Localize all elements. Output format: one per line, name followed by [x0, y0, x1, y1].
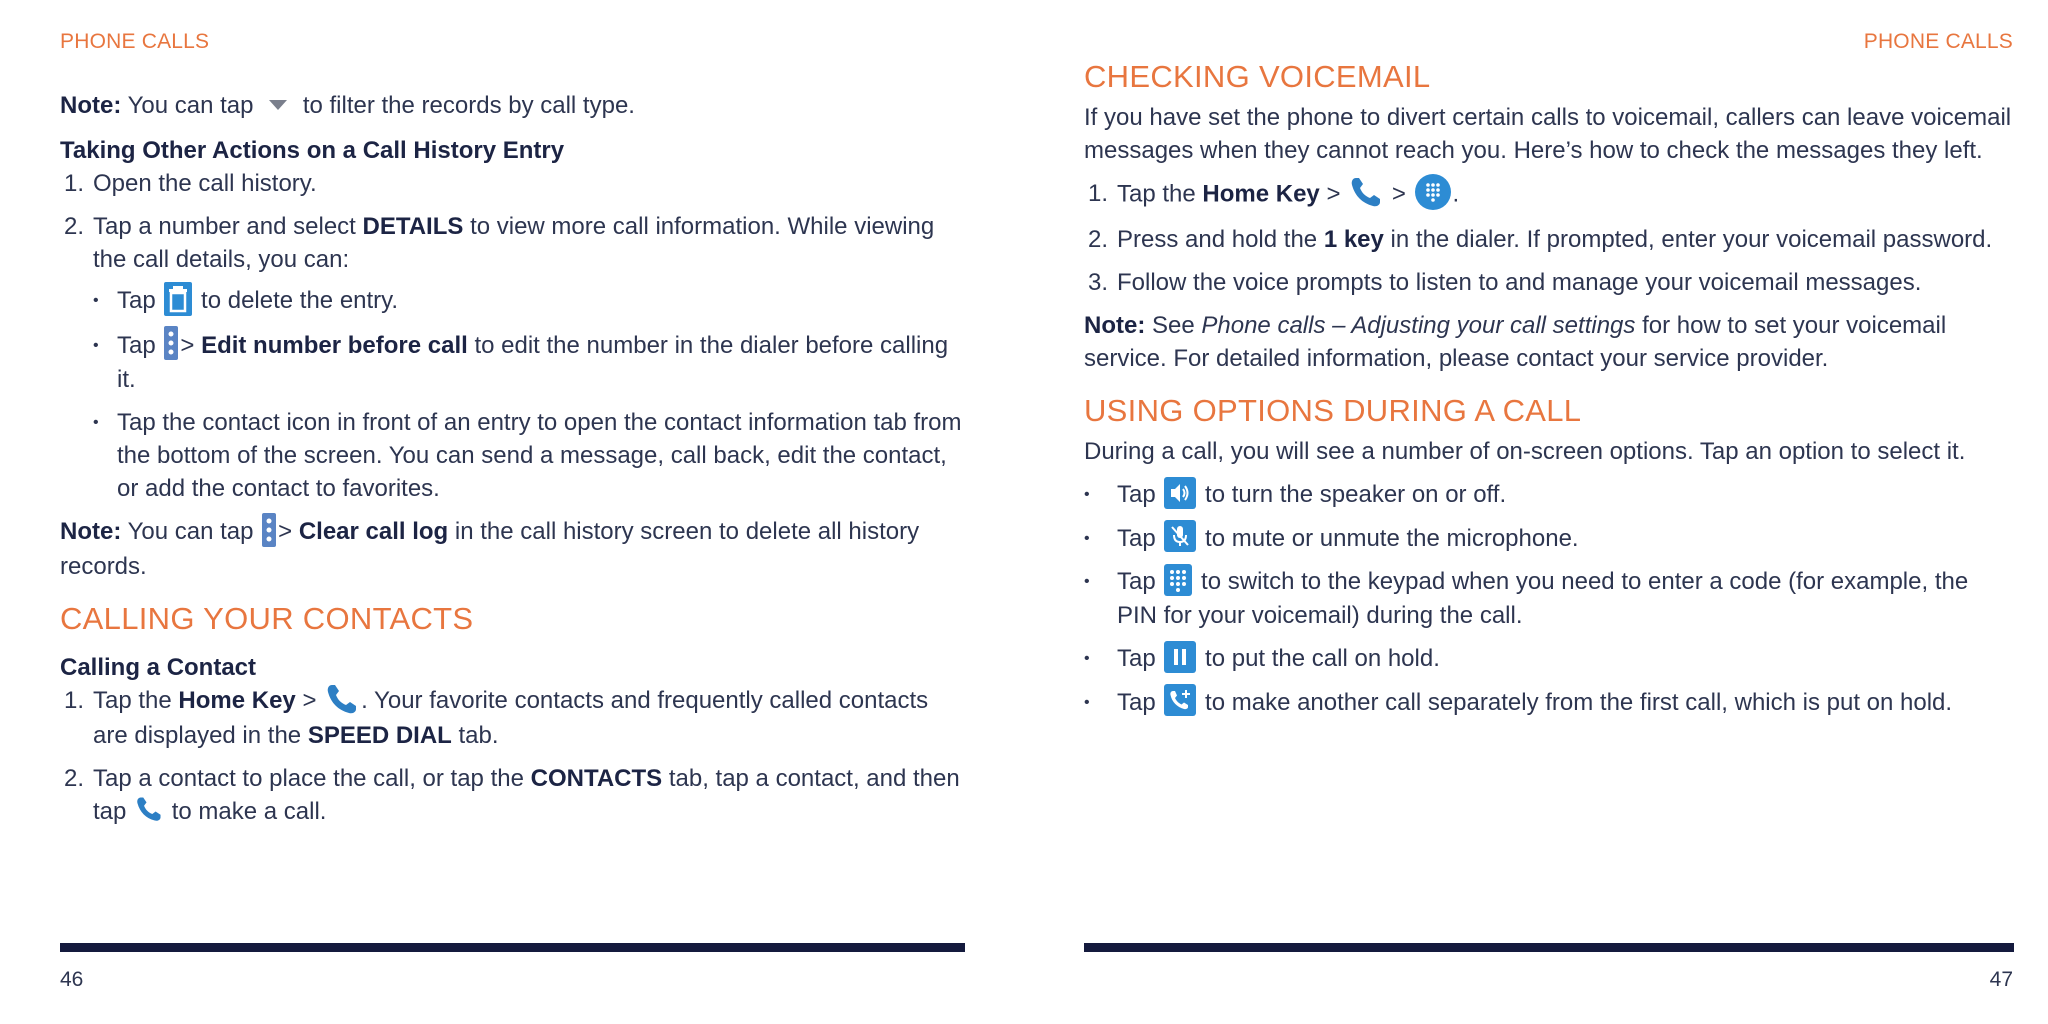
phone-app-icon — [1349, 175, 1383, 209]
note-filter — [60, 89, 965, 122]
note-label: Note: — [60, 92, 122, 119]
step-number: 2. — [64, 764, 85, 792]
bullet: • — [1084, 529, 1090, 547]
details-options — [93, 284, 965, 505]
separator: > — [180, 331, 195, 359]
voicemail-intro: If you have set the phone to divert certain calls to voicemail, callers can leave voicemail messages when they cannot reach you. Here’s how to check the messages they left. — [1084, 104, 2012, 164]
right-page — [1024, 0, 2048, 1024]
step-number: 2. — [64, 213, 85, 240]
bullet-text: Tap — [1117, 568, 1156, 596]
note-text: See — [1152, 312, 1195, 339]
note-text: to filter the records by call type. — [302, 92, 635, 119]
step-emphasis: Home Key — [178, 686, 296, 714]
bullet: • — [93, 414, 99, 432]
list-item — [60, 167, 965, 200]
step-emphasis: SPEED DIAL — [307, 721, 452, 749]
list-item — [93, 284, 965, 319]
step-text: to make a call. — [171, 797, 327, 825]
bullet-text: to turn the speaker on or off. — [1205, 481, 1507, 508]
note-text: You can tap — [127, 518, 254, 546]
separator: > — [1391, 180, 1406, 208]
note-label: Note: — [1084, 312, 1146, 339]
section-checking-voicemail: CHECKING VOICEMAIL — [1084, 59, 1431, 94]
hold-icon — [1164, 641, 1196, 673]
section-calling-contacts: CALLING YOUR CONTACTS — [60, 600, 474, 636]
list-item — [1084, 266, 2014, 299]
list-item — [60, 210, 965, 505]
bullet-text: to delete the entry. — [201, 287, 399, 314]
note-call-settings — [1084, 309, 2014, 375]
step-emphasis: DETAILS — [362, 213, 464, 240]
footer-rule — [1084, 943, 2014, 952]
calling-steps — [60, 684, 965, 828]
list-item — [1084, 686, 2014, 720]
bullet-text: to edit the number in the dialer before calling it. — [117, 331, 949, 394]
step-number: 3. — [1088, 269, 1109, 296]
note-emphasis: Clear call log — [298, 518, 449, 546]
footer-rule — [60, 943, 965, 952]
step-emphasis: Home Key — [1202, 180, 1320, 208]
separator: > — [1326, 180, 1341, 208]
bullet-emphasis: Edit number before call — [201, 331, 468, 359]
step-text: Follow the voice prompts to listen to and manage your voicemail messages. — [1117, 269, 1922, 296]
mute-mic-icon — [1164, 520, 1196, 552]
cross-reference: Phone calls – Adjusting your call settings — [1201, 312, 1636, 339]
in-call-options — [1084, 478, 2014, 719]
more-options-icon — [164, 326, 178, 360]
bullet-text: to mute or unmute the microphone. — [1205, 524, 1579, 552]
note-clear-log — [60, 515, 965, 583]
list-item — [1084, 642, 2014, 676]
bullet-text: Tap — [1117, 481, 1156, 508]
bullet: • — [93, 292, 99, 309]
step-text: Tap a contact to place the call, or tap the — [93, 764, 524, 792]
separator: > — [278, 518, 293, 546]
call-icon — [135, 795, 163, 823]
step-text: tab, tap a contact, and then tap — [93, 764, 960, 825]
list-item — [1084, 565, 2014, 632]
step-number: 1. — [64, 170, 85, 197]
step-text: Press and hold the — [1117, 226, 1318, 253]
list-item — [93, 406, 965, 505]
running-head: PHONE CALLS — [1863, 30, 2013, 53]
step-text: to view more call information. While viewing the call details, you can: — [93, 213, 935, 273]
note-text: in the call history screen to delete all history records. — [60, 518, 920, 580]
right-content — [1084, 57, 2014, 729]
bullet-text: to make another call separately from the first call, which is put on hold. — [1205, 688, 1953, 716]
separator: > — [302, 686, 317, 714]
step-text: Tap the — [1117, 180, 1196, 208]
step-number: 1. — [1088, 180, 1109, 207]
list-item — [1084, 223, 2014, 256]
bullet-text: to switch to the keypad when you need to enter a code (for example, the PIN for your voicemail) during the call. — [1117, 568, 1969, 629]
bullet: • — [1084, 573, 1090, 591]
bullet: • — [1084, 486, 1090, 503]
step-text: tab. — [458, 721, 499, 749]
list-item — [1084, 177, 2014, 213]
bullet-text: Tap — [117, 331, 156, 359]
list-item — [1084, 478, 2014, 512]
step-text: Open the call history. — [93, 170, 317, 197]
step-text: Tap a number and select — [93, 213, 356, 240]
actions-steps — [60, 167, 965, 505]
step-emphasis: CONTACTS — [530, 764, 663, 792]
page-number: 46 — [60, 968, 84, 991]
options-intro: During a call, you will see a number of on-screen options. Tap an option to select it. — [1084, 438, 1966, 465]
step-text: . — [1452, 180, 1460, 208]
step-text: in the dialer. If prompted, enter your voicemail password. — [1390, 226, 1993, 253]
list-item — [60, 762, 965, 828]
bullet-text: Tap — [1117, 524, 1156, 552]
dropdown-arrow-icon — [268, 99, 288, 111]
list-item — [60, 684, 965, 752]
bullet: • — [1084, 649, 1090, 667]
add-call-icon — [1164, 684, 1196, 716]
voicemail-steps — [1084, 177, 2014, 299]
speaker-icon — [1164, 477, 1196, 509]
left-content — [60, 89, 965, 838]
step-number: 1. — [64, 686, 85, 714]
step-text: Tap the — [93, 686, 172, 714]
step-text: . Your favorite contacts and frequently called contacts are displayed in the — [93, 686, 929, 749]
bullet-text: Tap — [117, 287, 156, 314]
keypad-icon — [1164, 564, 1192, 596]
subhead-calling-contact: Calling a Contact — [60, 653, 257, 681]
list-item — [93, 329, 965, 397]
bullet-text: to put the call on hold. — [1205, 644, 1440, 672]
section-options-during-call: USING OPTIONS DURING A CALL — [1084, 393, 1582, 428]
more-options-icon — [262, 513, 276, 547]
subhead-other-actions: Taking Other Actions on a Call History Entry — [60, 137, 565, 164]
note-text: for how to set your voicemail service. For detailed information, please contact your service provider. — [1084, 312, 1947, 372]
phone-app-icon — [325, 682, 359, 716]
dialpad-icon — [1415, 174, 1451, 210]
note-text: You can tap — [127, 92, 254, 119]
running-head: PHONE CALLS — [60, 30, 210, 53]
page-number: 47 — [1989, 968, 2013, 991]
step-number: 2. — [1088, 226, 1109, 253]
bullet-text: Tap — [1117, 688, 1156, 716]
step-emphasis: 1 key — [1323, 226, 1384, 253]
bullet: • — [1084, 693, 1090, 711]
bullet: • — [93, 336, 99, 354]
trash-icon — [164, 282, 192, 316]
note-label: Note: — [60, 518, 122, 546]
list-item — [1084, 522, 2014, 556]
bullet-text: Tap — [1117, 644, 1156, 672]
bullet-text: Tap the contact icon in front of an entry to open the contact information tab from the bottom of the screen. You can send a message, call back, edit the contact, or add the contact to favorites. — [117, 409, 962, 503]
